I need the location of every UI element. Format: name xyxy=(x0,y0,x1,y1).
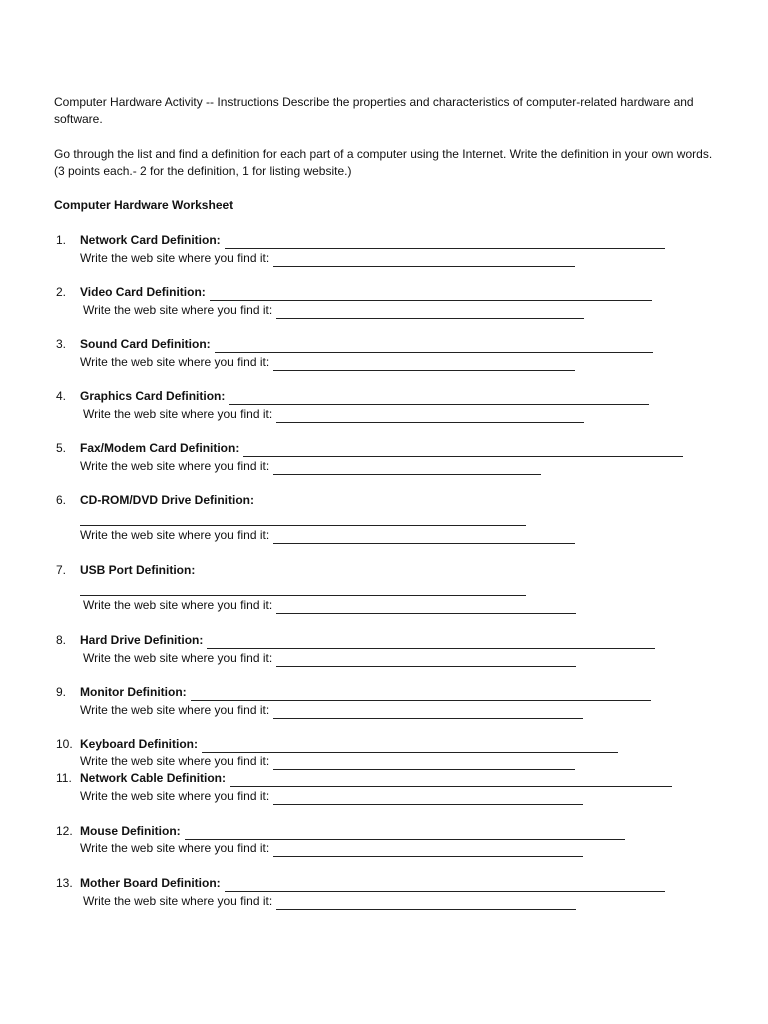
website-blank[interactable] xyxy=(273,844,583,857)
item-number: 5. xyxy=(56,441,67,455)
website-prompt: Write the web site where you find it: xyxy=(83,651,273,665)
definition-blank[interactable] xyxy=(210,288,652,301)
website-blank[interactable] xyxy=(273,706,583,719)
item-label: Network Cable Definition: xyxy=(80,771,227,785)
website-prompt: Write the web site where you find it: xyxy=(80,841,270,855)
website-blank[interactable] xyxy=(273,358,575,371)
item-number: 3. xyxy=(56,337,67,351)
website-prompt: Write the web site where you find it: xyxy=(80,251,270,265)
definition-blank[interactable] xyxy=(191,688,651,701)
definition-blank[interactable] xyxy=(215,340,653,353)
item-label: Network Card Definition: xyxy=(80,233,221,247)
website-blank[interactable] xyxy=(276,601,576,614)
definition-blank[interactable] xyxy=(80,513,526,526)
item-label: Graphics Card Definition: xyxy=(80,389,226,403)
item-label: Monitor Definition: xyxy=(80,685,187,699)
website-prompt: Write the web site where you find it: xyxy=(83,598,273,612)
website-blank[interactable] xyxy=(276,654,576,667)
item-label: Video Card Definition: xyxy=(80,285,206,299)
website-blank[interactable] xyxy=(276,897,576,910)
item-label: Keyboard Definition: xyxy=(80,737,199,751)
item-label: USB Port Definition: xyxy=(80,563,196,577)
item-number: 12. xyxy=(56,824,73,838)
worksheet-title: Computer Hardware Worksheet xyxy=(54,198,234,212)
website-blank[interactable] xyxy=(276,410,584,423)
website-prompt: Write the web site where you find it: xyxy=(80,459,270,473)
definition-blank[interactable] xyxy=(230,774,672,787)
website-prompt: Write the web site where you find it: xyxy=(80,754,270,768)
item-label: Sound Card Definition: xyxy=(80,337,211,351)
website-prompt: Write the web site where you find it: xyxy=(80,355,270,369)
item-number: 4. xyxy=(56,389,67,403)
website-prompt: Write the web site where you find it: xyxy=(83,894,273,908)
website-blank[interactable] xyxy=(273,792,583,805)
item-label: Fax/Modem Card Definition: xyxy=(80,441,240,455)
definition-blank[interactable] xyxy=(80,583,526,596)
website-prompt: Write the web site where you find it: xyxy=(83,303,273,317)
item-number: 6. xyxy=(56,493,67,507)
item-number: 7. xyxy=(56,563,67,577)
website-prompt: Write the web site where you find it: xyxy=(80,789,270,803)
definition-blank[interactable] xyxy=(225,879,665,892)
website-blank[interactable] xyxy=(273,757,575,770)
instructions-text: Computer Hardware Activity -- Instructions Describe the properties and characteristics of computer-related hardware and software. xyxy=(54,95,694,126)
item-number: 9. xyxy=(56,685,67,699)
item-number: 10. xyxy=(56,737,73,751)
item-number: 11. xyxy=(56,771,72,785)
definition-blank[interactable] xyxy=(202,740,618,753)
definition-blank[interactable] xyxy=(229,392,649,405)
website-prompt: Write the web site where you find it: xyxy=(80,528,270,542)
item-label: Hard Drive Definition: xyxy=(80,633,204,647)
definition-blank[interactable] xyxy=(185,827,625,840)
website-prompt: Write the web site where you find it: xyxy=(80,703,270,717)
item-number: 8. xyxy=(56,633,67,647)
item-label: Mother Board Definition: xyxy=(80,876,221,890)
directions-text: Go through the list and find a definition for each part of a computer using the Internet. Write the definition in your own words. (3 points each.- 2 for the definition, 1 for listing website.) xyxy=(54,147,713,178)
definition-blank[interactable] xyxy=(225,236,665,249)
website-blank[interactable] xyxy=(273,531,575,544)
item-label: CD-ROM/DVD Drive Definition: xyxy=(80,493,254,507)
website-blank[interactable] xyxy=(273,462,541,475)
definition-blank[interactable] xyxy=(207,636,655,649)
item-number: 2. xyxy=(56,285,67,299)
item-number: 1. xyxy=(56,233,67,247)
website-prompt: Write the web site where you find it: xyxy=(83,407,273,421)
website-blank[interactable] xyxy=(276,306,584,319)
definition-blank[interactable] xyxy=(243,444,683,457)
item-number: 13. xyxy=(56,876,73,890)
website-blank[interactable] xyxy=(273,254,575,267)
item-label: Mouse Definition: xyxy=(80,824,181,838)
